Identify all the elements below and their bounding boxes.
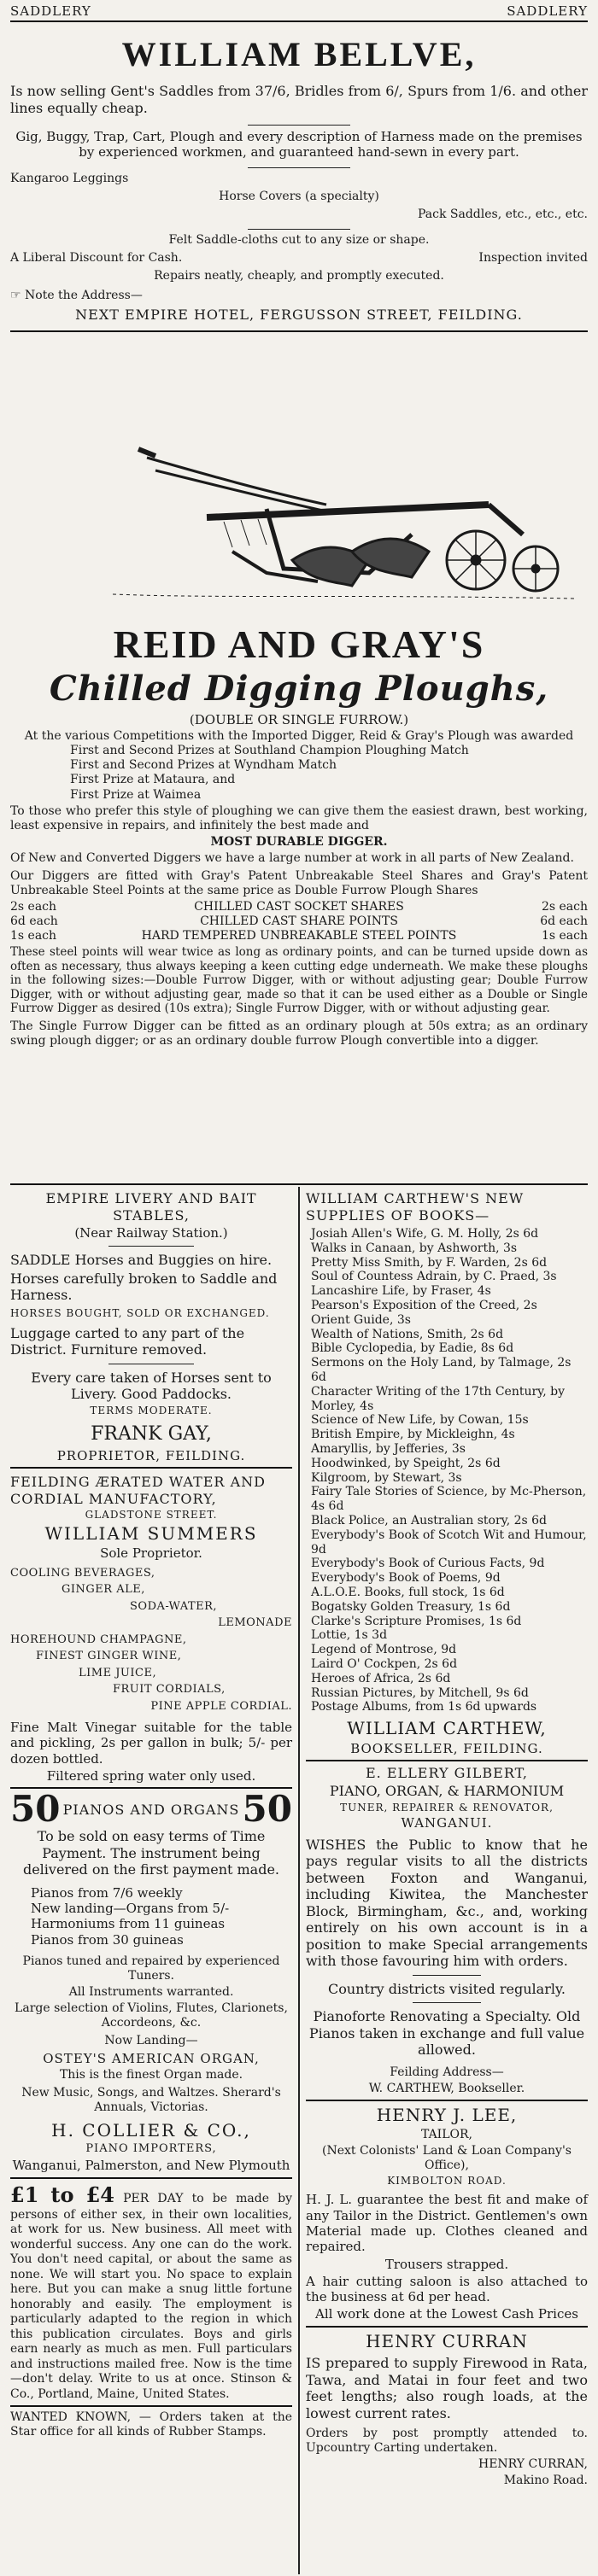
bellve-harness: Gig, Buggy, Trap, Cart, Plough and every description of Harness made on the premises by experienced workmen, and guaranteed hand-sewn in every part. bbox=[15, 129, 583, 161]
bellve-advert bbox=[10, 3, 588, 332]
drink-item: LEMONADE bbox=[218, 1616, 292, 1630]
aerated-role: Sole Proprietor. bbox=[100, 1545, 202, 1562]
piano-line: Pianos from 30 guineas bbox=[31, 1931, 184, 1948]
book-item: Everybody's Book of Scotch Wit and Humour, 9d bbox=[311, 1527, 587, 1557]
book-item: British Empire, by Mickleighn, 4s bbox=[311, 1428, 515, 1442]
bellve-intro: Is now selling Gent's Saddles from 37/6, Bridles from 6/, Spurs from 1/6. and other lines equally cheap. bbox=[10, 83, 588, 116]
gilbert-title: PIANO, ORGAN, & HARMONIUM bbox=[329, 1783, 565, 1800]
fifty-right: 50 bbox=[242, 1788, 292, 1831]
aerated-vinegar: Fine Malt Vinegar suitable for the table and pickling, 2s per gallon in bulk; 5/- per dozen bottled. bbox=[10, 1720, 292, 1767]
bellve-inspection: Inspection invited bbox=[478, 251, 588, 266]
carthew-header: WILLIAM CARTHEW'S NEW SUPPLIES OF BOOKS— bbox=[306, 1190, 525, 1224]
pianos-tuned: Pianos tuned and repaired by experienced Tuners. bbox=[22, 1954, 280, 1983]
gilbert-address: W. CARTHEW, Bookseller. bbox=[368, 2082, 525, 2096]
reid-prefer: To those who prefer this style of ploughing we can give them the easiest drawn, best working, least expensive in repairs, and infinitely the best made and bbox=[10, 803, 588, 832]
price-row: 6d each CHILLED CAST SHARE POINTS 6d each bbox=[10, 914, 588, 929]
prize-item: First and Second Prizes at Southland Champion Ploughing Match bbox=[70, 744, 469, 758]
drink-item: COOLING BEVERAGES, bbox=[10, 1566, 155, 1580]
empire-luggage: Luggage carted to any part of the District. Furniture removed. bbox=[10, 1324, 245, 1358]
gilbert-town: WANGANUI. bbox=[401, 1815, 493, 1831]
reid-furrow: (DOUBLE OR SINGLE FURROW.) bbox=[189, 711, 409, 727]
wanted-advert bbox=[10, 2410, 292, 2439]
bellve-horse-covers: Horse Covers (a specialty) bbox=[219, 189, 379, 203]
reid-prize-list bbox=[10, 744, 588, 802]
book-item: Legend of Montrose, 9d bbox=[311, 1643, 457, 1657]
pointing-hand-icon: ☞ bbox=[10, 289, 21, 303]
bellve-felt: Felt Saddle-cloths cut to any size or shape. bbox=[168, 232, 430, 247]
gilbert-role: TUNER, REPAIRER & RENOVATOR, bbox=[340, 1801, 554, 1814]
book-item: Everybody's Book of Curious Facts, 9d bbox=[311, 1557, 545, 1571]
drink-item: PINE APPLE CORDIAL. bbox=[150, 1699, 292, 1713]
book-item: Kilgroom, by Stewart, 3s bbox=[311, 1470, 462, 1485]
right-column bbox=[306, 1189, 588, 2489]
pianos-ostey: OSTEY'S AMERICAN ORGAN, bbox=[43, 2050, 260, 2066]
header-right: SADDLERY bbox=[507, 3, 588, 19]
book-list bbox=[306, 1227, 588, 1714]
prize-item: First and Second Prizes at Wyndham Match bbox=[70, 758, 337, 773]
reid-subtitle: Chilled Digging Ploughs, bbox=[49, 669, 549, 710]
aerated-title: FEILDING ÆRATED WATER AND CORDIAL MANUFACTORY, bbox=[10, 1474, 266, 1507]
drink-item: SODA-WATER, bbox=[130, 1599, 218, 1613]
empire-proprietor-role: PROPRIETOR, FEILDING. bbox=[56, 1448, 246, 1464]
prize-item: First Prize at Mataura, and bbox=[70, 773, 236, 787]
reid-fitted: Our Diggers are fitted with Gray's Patent Unbreakable Steel Shares and Gray's Patent Unbreakable Steel Points at the same price as Double Furrow Plough Shares bbox=[10, 868, 588, 897]
book-item: Clarke's Scripture Promises, 1s 6d bbox=[311, 1614, 522, 1628]
per-day-amount: £1 to £4 bbox=[10, 2182, 114, 2207]
piano-line: Harmoniums from 11 guineas bbox=[31, 1916, 226, 1932]
bellve-title: WILLIAM BELLVE, bbox=[121, 35, 477, 74]
bellve-note: Note the Address— bbox=[25, 289, 143, 303]
pianos-price-list bbox=[10, 1885, 292, 1948]
bellve-kangaroo: Kangaroo Leggings bbox=[10, 171, 129, 185]
book-item: Postage Albums, from 1s 6d upwards bbox=[311, 1700, 537, 1714]
book-item: Amaryllis, by Jefferies, 3s bbox=[311, 1441, 466, 1456]
book-item: Lottie, 1s 3d bbox=[311, 1628, 388, 1643]
book-item: Soul of Countess Adrain, by C. Praed, 3s bbox=[311, 1270, 557, 1284]
gilbert-country: Country districts visited regularly. bbox=[328, 1980, 566, 1997]
curran-advert bbox=[306, 2331, 588, 2489]
reid-steel-points: These steel points will wear twice as long as ordinary points, and can be turned upside down as often as necessary, thus always keeping a keen cutting edge underneath. We make these ploughs in the following sizes:—Double Furrow Digger, with or without adjusting gear; Double Furrow Digger, with or without adjusting gear, made so that it can be used either as a Double or Single Furrow Digger as desired (10s extra); Single Furrow Digger, with or without adjusting gear. bbox=[10, 945, 588, 1016]
curran-name: HENRY CURRAN bbox=[366, 2330, 528, 2351]
header-left: SADDLERY bbox=[10, 3, 91, 19]
drink-item: FRUIT CORDIALS, bbox=[113, 1683, 226, 1697]
wanted-text: WANTED KNOWN, — Orders taken at the Star office for all kinds of Rubber Stamps. bbox=[10, 2410, 292, 2439]
book-item: Orient Guide, 3s bbox=[311, 1312, 411, 1327]
plough-illustration bbox=[10, 423, 588, 616]
per-day-advert bbox=[10, 2182, 292, 2408]
gilbert-advert bbox=[306, 1765, 588, 2101]
lee-advert bbox=[306, 2105, 588, 2328]
bellve-pack-saddles: Pack Saddles, etc., etc., etc. bbox=[417, 207, 588, 221]
aerated-advert bbox=[10, 1474, 292, 1789]
gilbert-name: E. ELLERY GILBERT, bbox=[366, 1764, 528, 1781]
book-item: Lancashire Life, by Fraser, 4s bbox=[311, 1284, 491, 1299]
pianos-title: PIANOS AND ORGANS bbox=[62, 1801, 240, 1818]
pianos-music: New Music, Songs, and Waltzes. Sherard's Annuals, Victorias. bbox=[21, 2085, 281, 2114]
prize-item: First Prize at Waimea bbox=[70, 787, 202, 802]
price-row: 1s each HARD TEMPERED UNBREAKABLE STEEL POINTS 1s each bbox=[10, 929, 588, 943]
drink-item: FINEST GINGER WINE, bbox=[36, 1650, 182, 1663]
empire-sub: (Near Railway Station.) bbox=[74, 1225, 228, 1241]
reid-new-converted: Of New and Converted Diggers we have a large number at work in all parts of New Zealand. bbox=[10, 850, 574, 865]
pianos-landing: Now Landing— bbox=[104, 2034, 198, 2048]
bellve-discount: A Liberal Discount for Cash. bbox=[10, 251, 183, 266]
pianos-warranted: All Instruments warranted. bbox=[68, 1985, 234, 2000]
lee-text: H. J. L. guarantee the best fit and make of any Tailor in the District. Gentlemen's own Material made up. Clothes cleaned and repaired. bbox=[306, 2192, 588, 2255]
book-item: Walks in Canaan, by Ashworth, 3s bbox=[311, 1241, 518, 1255]
fifty-left: 50 bbox=[10, 1788, 61, 1831]
empire-bought: HORSES BOUGHT, SOLD OR EXCHANGED. bbox=[10, 1306, 270, 1319]
carthew-advert bbox=[306, 1190, 588, 1761]
pianos-towns: Wanganui, Palmerston, and New Plymouth bbox=[12, 2158, 290, 2174]
lee-haircut: A hair cutting saloon is also attached to the business at 6d per head. bbox=[306, 2273, 588, 2305]
book-item: Bogatsky Golden Treasury, 1s 6d bbox=[311, 1599, 511, 1614]
book-item: Black Police, an Australian story, 2s 6d bbox=[311, 1513, 548, 1527]
pianos-firm: H. COLLIER & CO., bbox=[51, 2120, 251, 2141]
book-item: Character Writing of the 17th Century, by Morley, 4s bbox=[311, 1384, 565, 1413]
book-item: Josiah Allen's Wife, G. M. Holly, 2s 6d bbox=[311, 1227, 539, 1241]
gilbert-address-label: Feilding Address— bbox=[390, 2065, 504, 2079]
curran-signature: HENRY CURRAN, bbox=[478, 2457, 588, 2472]
lee-lowest: All work done at the Lowest Cash Prices bbox=[315, 2306, 578, 2322]
book-item: Russian Pictures, by Mitchell, 9s 6d bbox=[311, 1685, 529, 1700]
piano-line: New landing—Organs from 5/- bbox=[31, 1901, 230, 1917]
pianos-sold: To be sold on easy terms of Time Payment. The instrument being delivered on the first payment made. bbox=[22, 1828, 280, 1878]
drink-item: HOREHOUND CHAMPAGNE, bbox=[10, 1633, 187, 1646]
reid-gray-advert bbox=[10, 418, 588, 1049]
carthew-name: WILLIAM CARTHEW, bbox=[347, 1718, 547, 1739]
divider bbox=[10, 1183, 588, 1185]
empire-terms: TERMS MODERATE. bbox=[90, 1404, 213, 1417]
piano-line: Pianos from 7/6 weekly bbox=[31, 1884, 183, 1901]
book-item: Laird O' Cockpen, 2s 6d bbox=[311, 1656, 458, 1671]
empire-proprietor-name: FRANK GAY, bbox=[91, 1423, 212, 1446]
curran-road: Makino Road. bbox=[503, 2474, 588, 2488]
bellve-repairs: Repairs neatly, cheaply, and promptly executed. bbox=[154, 269, 444, 283]
lee-address: (Next Colonists' Land & Loan Company's Office), bbox=[321, 2143, 572, 2172]
aerated-name: WILLIAM SUMMERS bbox=[44, 1522, 258, 1544]
reid-competitions: At the various Competitions with the Imported Digger, Reid & Gray's Plough was awarded bbox=[24, 729, 574, 744]
book-item: Pearson's Exposition of the Creed, 2s bbox=[311, 1299, 537, 1313]
bellve-address: NEXT EMPIRE HOTEL, FERGUSSON STREET, FEILDING. bbox=[75, 307, 523, 324]
drink-item: GINGER ALE, bbox=[62, 1583, 145, 1597]
price-row: 2s each CHILLED CAST SOCKET SHARES 2s each bbox=[10, 900, 588, 914]
book-item: Sermons on the Holy Land, by Talmage, 2s 6d bbox=[311, 1356, 572, 1384]
column-divider bbox=[298, 1187, 300, 2574]
per-day-text: PER DAY to be made by persons of either sex, in their own localities, at work for us. New business. All meet with wonderful success. Any one can do the work. You don't need capital, or about the same as none. We will start you. No space to explain here. But you can make a snug little fortune honorably and easily. The employment is particularly adapted to the region in which this publication circulates. Boys and girls earn nearly as much as men. Full particulars and instructions mailed free. Now is the time—don't delay. Write to us at once. Stinson & Co., Portland, Maine, United States. bbox=[10, 2191, 293, 2401]
pianos-advert bbox=[10, 1788, 292, 2178]
pianos-violins: Large selection of Violins, Flutes, Clarionets, Accordeons, &c. bbox=[15, 2001, 288, 2030]
pianos-firm-role: PIANO IMPORTERS, bbox=[85, 2142, 217, 2156]
aerated-items bbox=[10, 1565, 292, 1715]
empire-saddle: SADDLE Horses and Buggies on hire. bbox=[10, 1252, 273, 1269]
book-item: Wealth of Nations, Smith, 2s 6d bbox=[311, 1327, 504, 1341]
curran-orders: Orders by post promptly attended to. Upcountry Carting undertaken. bbox=[306, 2427, 588, 2456]
reid-title: REID AND GRAY'S bbox=[113, 622, 485, 666]
reid-single-furrow: The Single Furrow Digger can be fitted as an ordinary plough at 50s extra; as an ordinary swing plough digger; or as an ordinary double furrow Plough convertible into a digger. bbox=[10, 1019, 588, 1048]
book-item: Science of New Life, by Cowan, 15s bbox=[311, 1413, 529, 1428]
lee-trousers: Trousers strapped. bbox=[384, 2256, 509, 2272]
book-item: Pretty Miss Smith, by F. Warden, 2s 6d bbox=[311, 1255, 548, 1270]
gilbert-text: WISHES the Public to know that he pays regular visits to all the districts between Foxton and Wanganui, including Kiwitea, the Manchester Block, Birmingham, &c., and, working entirely on his own account is in a position to make Special arrangements with those favouring him with orders. bbox=[306, 1836, 588, 1970]
empire-advert bbox=[10, 1190, 292, 1469]
empire-title: EMPIRE LIVERY AND BAIT STABLES, bbox=[45, 1190, 257, 1224]
lee-role: TAILOR, bbox=[421, 2127, 472, 2141]
book-item: Hoodwinked, by Speight, 2s 6d bbox=[311, 1456, 501, 1470]
empire-care: Every care taken of Horses sent to Livery. Good Paddocks. bbox=[31, 1369, 272, 1403]
book-item: Bible Cyclopedia, by Eadie, 8s 6d bbox=[311, 1341, 514, 1356]
aerated-filtered: Filtered spring water only used. bbox=[46, 1768, 256, 1785]
carthew-role: BOOKSELLER, FEILDING. bbox=[350, 1740, 543, 1756]
book-item: A.L.O.E. Books, full stock, 1s 6d bbox=[311, 1585, 505, 1599]
curran-text: IS prepared to supply Firewood in Rata, Tawa, and Matai in four feet and two feet lengths; also rough loads, at the lowest current rates. bbox=[306, 2355, 588, 2421]
left-column bbox=[10, 1189, 292, 2439]
gilbert-renovating: Pianoforte Renovating a Specialty. Old Pianos taken in exchange and full value allowed. bbox=[308, 2008, 585, 2059]
reid-durable: MOST DURABLE DIGGER. bbox=[210, 834, 388, 849]
pianos-finest: This is the finest Organ made. bbox=[59, 2067, 243, 2082]
empire-broken: Horses carefully broken to Saddle and Harness. bbox=[10, 1270, 278, 1304]
lee-name: HENRY J. LEE, bbox=[376, 2105, 518, 2126]
book-item: Fairy Tale Stories of Science, by Mc-Pherson, 4s 6d bbox=[311, 1485, 587, 1514]
drink-item: LIME JUICE, bbox=[79, 1666, 157, 1679]
reid-price-list bbox=[10, 900, 588, 943]
lee-road: KIMBOLTON ROAD. bbox=[387, 2174, 507, 2187]
book-item: Everybody's Book of Poems, 9d bbox=[311, 1571, 501, 1586]
aerated-street: GLADSTONE STREET. bbox=[85, 1509, 218, 1522]
book-item: Heroes of Africa, 2s 6d bbox=[311, 1671, 451, 1685]
